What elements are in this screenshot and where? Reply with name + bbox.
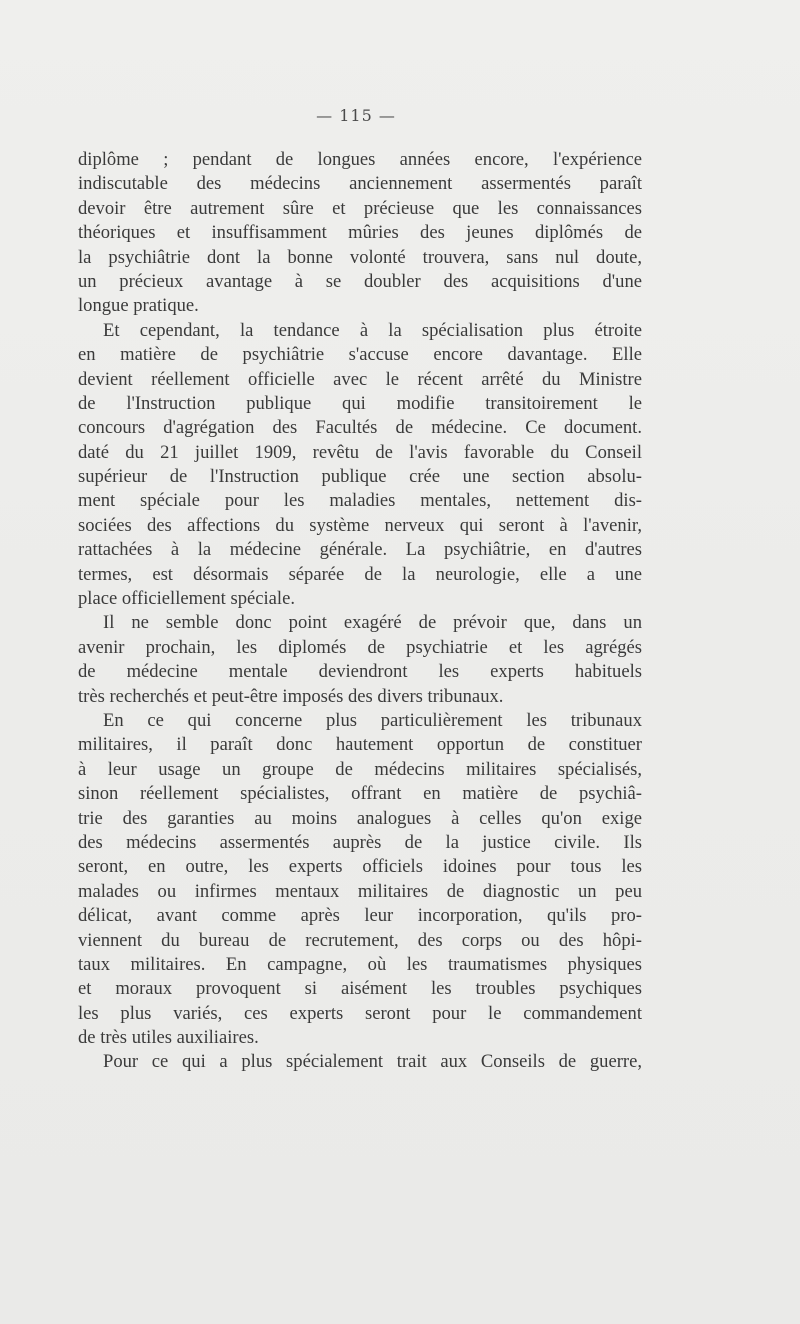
text-line: taux militaires. En campagne, où les traumatismes physiques — [78, 953, 642, 975]
text-line: de médecine mentale deviendront les experts habituels — [78, 661, 642, 683]
paragraph — [78, 319, 642, 612]
text-line: militaires, il paraît donc hautement opportun de constituer — [78, 734, 642, 756]
text-line: théoriques et insuffisamment mûries des jeunes diplômés de — [78, 222, 642, 244]
text-line: rattachées à la médecine générale. La psychiâtrie, en d'autres — [78, 539, 642, 561]
text-line: ment spéciale pour les maladies mentales, nettement dis- — [78, 490, 642, 512]
paragraph — [78, 709, 642, 1050]
paragraph — [78, 1050, 642, 1074]
text-line: trie des garanties au moins analogues à celles qu'on exige — [78, 807, 642, 829]
text-line: de très utiles auxiliaires. — [78, 1027, 259, 1049]
text-line: termes, est désormais séparée de la neurologie, elle a une — [78, 563, 642, 585]
text-line: et moraux provoquent si aisément les troubles psychiques — [78, 978, 642, 1000]
text-line: supérieur de l'Instruction publique crée une section absolu- — [78, 466, 642, 488]
page-number: — 115 — — [316, 106, 396, 125]
text-line: diplôme ; pendant de longues années encore, l'expérience — [78, 149, 642, 170]
text-line: en matière de psychiâtrie s'accuse encore davantage. Elle — [78, 344, 642, 366]
text-line: délicat, avant comme après leur incorporation, qu'ils pro- — [78, 905, 642, 927]
text-line: la psychiâtrie dont la bonne volonté trouvera, sans nul doute, — [78, 246, 642, 268]
text-line: Pour ce qui a plus spécialement trait aux Conseils de guerre, — [103, 1051, 642, 1073]
body-text — [78, 148, 642, 1075]
paragraph — [78, 611, 642, 709]
text-line: En ce qui concerne plus particulièrement les tribunaux — [103, 709, 642, 731]
text-line: indiscutable des médecins anciennement assermentés paraît — [78, 173, 642, 195]
text-line: Il ne semble donc point exagéré de prévoir que, dans un — [103, 612, 642, 634]
text-line: de l'Instruction publique qui modifie transitoirement le — [78, 392, 642, 414]
text-line: sinon réellement spécialistes, offrant en matière de psychiâ- — [78, 783, 642, 805]
text-line: viennent du bureau de recrutement, des corps ou des hôpi- — [78, 929, 642, 951]
text-line: seront, en outre, les experts officiels idoines pour tous les — [78, 856, 642, 878]
text-line: des médecins assermentés auprès de la justice civile. Ils — [78, 831, 642, 853]
text-line: un précieux avantage à se doubler des acquisitions d'une — [78, 270, 642, 292]
text-line: très recherchés et peut-être imposés des divers tribunaux. — [78, 685, 504, 707]
text-line: malades ou infirmes mentaux militaires de diagnostic un peu — [78, 880, 642, 902]
text-line: avenir prochain, les diplomés de psychiatrie et les agrégés — [78, 636, 642, 658]
text-line: longue pratique. — [78, 295, 199, 317]
text-line: daté du 21 juillet 1909, revêtu de l'avis favorable du Conseil — [78, 441, 642, 463]
text-line: à leur usage un groupe de médecins militaires spécialisés, — [78, 758, 642, 780]
text-line: Et cependant, la tendance à la spécialisation plus étroite — [103, 319, 642, 341]
text-line: sociées des affections du système nerveux qui seront à l'avenir, — [78, 514, 642, 536]
text-line: devoir être autrement sûre et précieuse que les connaissances — [78, 197, 642, 219]
text-line: place officiellement spéciale. — [78, 588, 295, 610]
paragraph — [78, 148, 642, 319]
text-line: les plus variés, ces experts seront pour le commandement — [78, 1002, 642, 1024]
text-line: concours d'agrégation des Facultés de médecine. Ce document. — [78, 417, 642, 439]
text-line: devient réellement officielle avec le récent arrêté du Ministre — [78, 368, 642, 390]
